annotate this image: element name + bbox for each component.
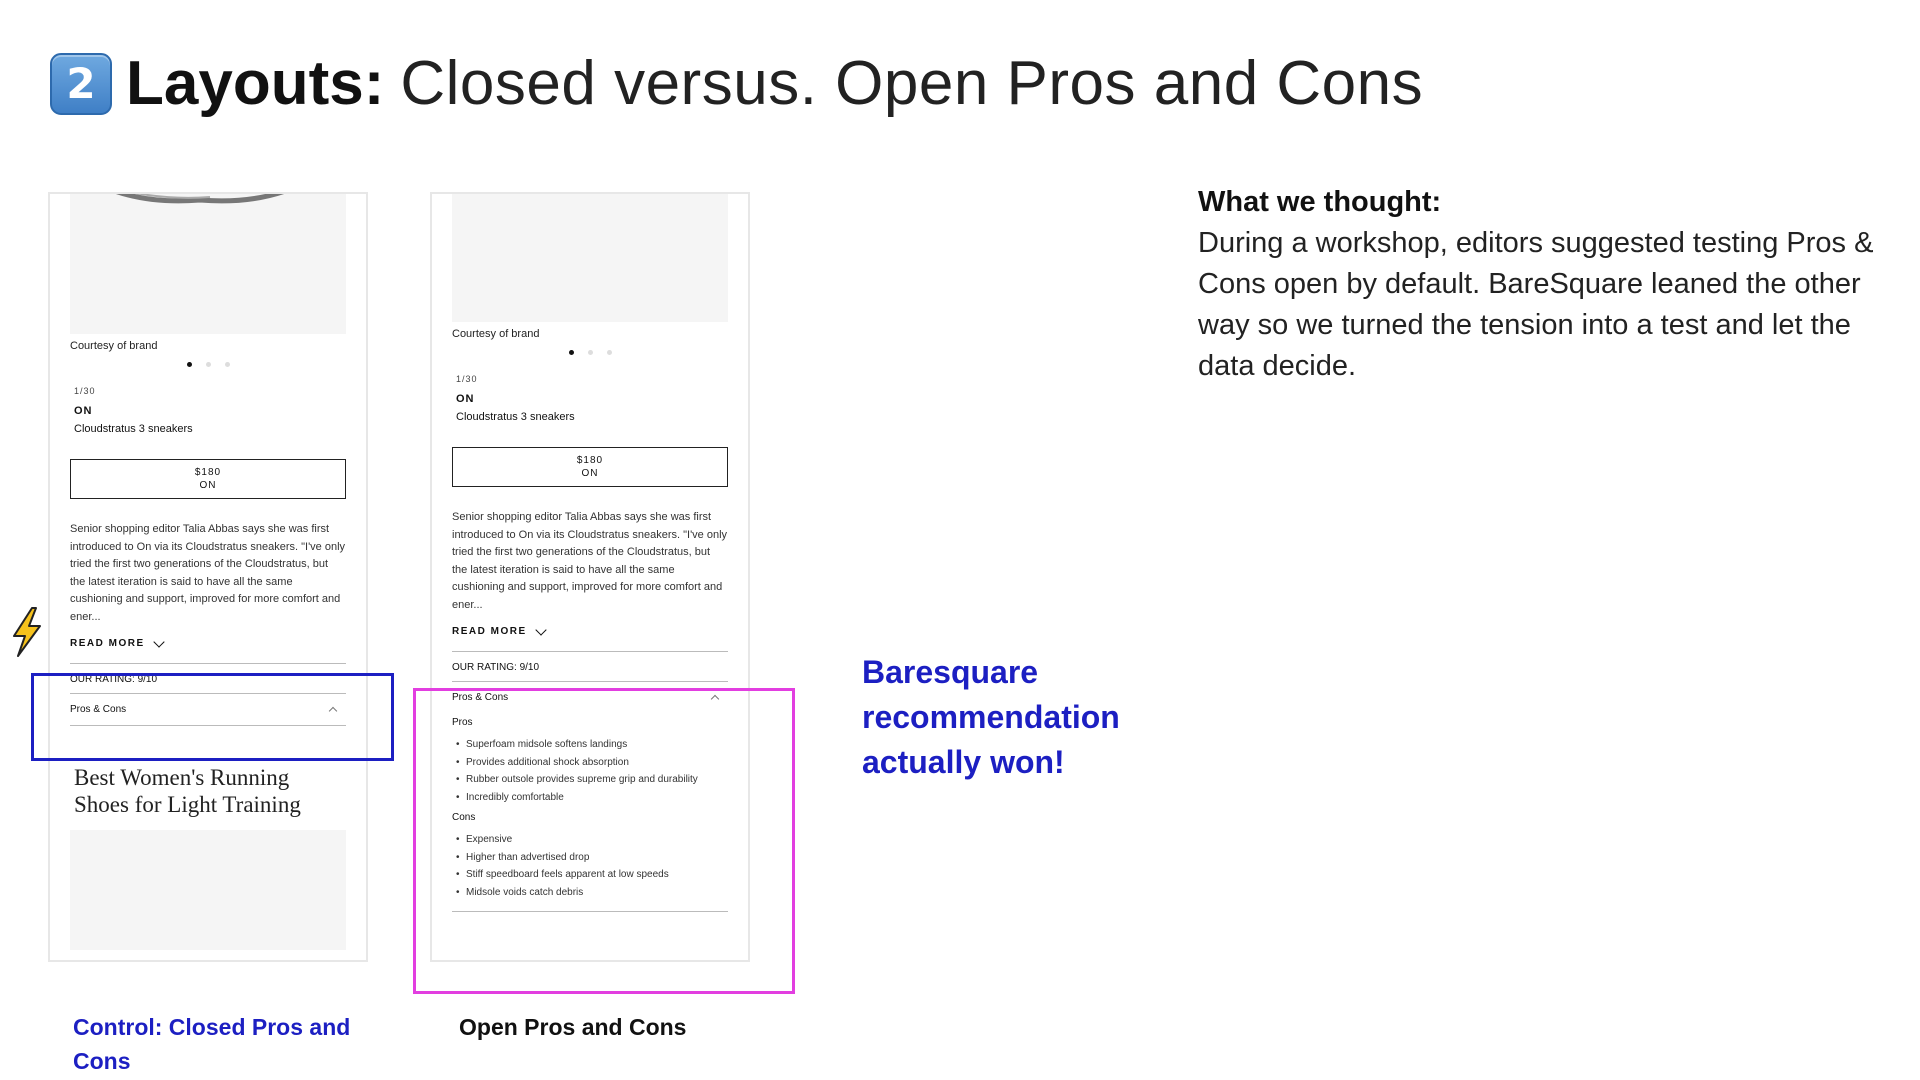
carousel-dot[interactable]	[607, 350, 612, 355]
control-phone-mockup	[48, 192, 368, 962]
read-more-button[interactable]	[452, 626, 728, 637]
carousel-dot-active[interactable]	[187, 362, 192, 367]
carousel-dot[interactable]	[225, 362, 230, 367]
rating-label: OUR RATING: 9/10	[452, 662, 540, 673]
image-credit: Courtesy of brand	[70, 340, 158, 352]
read-more-button[interactable]	[70, 638, 346, 649]
carousel-dot[interactable]	[588, 350, 593, 355]
image-credit: Courtesy of brand	[452, 328, 540, 340]
list-item: • Midsole voids catch debris	[452, 884, 728, 902]
slide-title	[50, 48, 1423, 119]
buy-button-retailer: ON	[581, 468, 599, 479]
pros-cons-label: Pros & Cons	[452, 692, 509, 703]
slide-counter: 1/30	[456, 374, 478, 384]
carousel-dot[interactable]	[206, 362, 211, 367]
variant-highlight-box	[413, 688, 795, 994]
carousel-dots[interactable]	[70, 362, 346, 370]
list-item: • Superfoam midsole softens landings	[452, 736, 728, 754]
lightning-bolt-icon	[8, 606, 44, 658]
product-name: Cloudstratus 3 sneakers	[74, 423, 193, 435]
rating-label: OUR RATING: 9/10	[70, 674, 158, 685]
product-description: Senior shopping editor Talia Abbas says she was first introduced to On via its Cloudstratus sneakers. "I've only tried the first two generations of the Cloudstratus, but the latest iteration is said to have all the same cushioning and support, improved for more comfort and ener...	[452, 511, 728, 611]
product-name: Cloudstratus 3 sneakers	[456, 411, 575, 423]
thought-heading: What we thought:	[1198, 186, 1442, 218]
buy-button[interactable]	[70, 459, 346, 499]
list-item: • Higher than advertised drop	[452, 849, 728, 867]
next-product-heading: Best Women's Running Shoes for Light Training	[74, 765, 301, 817]
carousel-dot-active[interactable]	[569, 350, 574, 355]
chevron-down-icon	[535, 624, 546, 635]
winner-note: Baresquare recommendation actually won!	[862, 654, 1120, 780]
list-item: • Incredibly comfortable	[452, 789, 728, 807]
what-we-thought-block	[1198, 182, 1898, 387]
slide-counter: 1/30	[74, 386, 96, 396]
buy-button-price: $180	[576, 455, 604, 466]
pros-heading: Pros	[452, 717, 473, 728]
buy-button[interactable]	[452, 447, 728, 487]
keycap-two-icon: 2	[50, 53, 112, 115]
buy-button-retailer: ON	[199, 480, 217, 491]
read-more-label: READ MORE	[70, 638, 145, 649]
control-caption: Control: Closed Pros and Cons	[73, 1014, 351, 1074]
variant-caption: Open Pros and Cons	[459, 1014, 687, 1040]
control-highlight-box	[31, 673, 394, 761]
product-image-placeholder	[452, 194, 728, 322]
product-brand: ON	[74, 405, 93, 417]
shoe-sole-sketch	[110, 192, 290, 204]
pros-cons-label: Pros & Cons	[70, 704, 127, 715]
thought-body: During a workshop, editors suggested testing Pros & Cons open by default. BareSquare leaned the other way so we turned the tension into a test and let the data decide.	[1198, 227, 1874, 382]
cons-heading: Cons	[452, 812, 476, 823]
list-item: • Rubber outsole provides supreme grip and durability	[452, 771, 728, 789]
carousel-dots[interactable]	[452, 350, 728, 358]
list-item: • Expensive	[452, 831, 728, 849]
read-more-label: READ MORE	[452, 626, 527, 637]
title-bold-label: Layouts:	[126, 49, 385, 118]
product-description: Senior shopping editor Talia Abbas says she was first introduced to On via its Cloudstratus sneakers. "I've only tried the first two generations of the Cloudstratus, but the latest iteration is said to have all the same cushioning and support, improved for more comfort and ener...	[70, 523, 346, 623]
product-image-placeholder	[70, 194, 346, 334]
next-product-image-placeholder	[70, 830, 346, 950]
title-text: Closed versus. Open Pros and Cons	[400, 49, 1424, 118]
buy-button-price: $180	[194, 467, 222, 478]
product-brand: ON	[456, 393, 475, 405]
list-item: • Stiff speedboard feels apparent at low speeds	[452, 866, 728, 884]
list-item: • Provides additional shock absorption	[452, 754, 728, 772]
chevron-down-icon	[153, 636, 164, 647]
